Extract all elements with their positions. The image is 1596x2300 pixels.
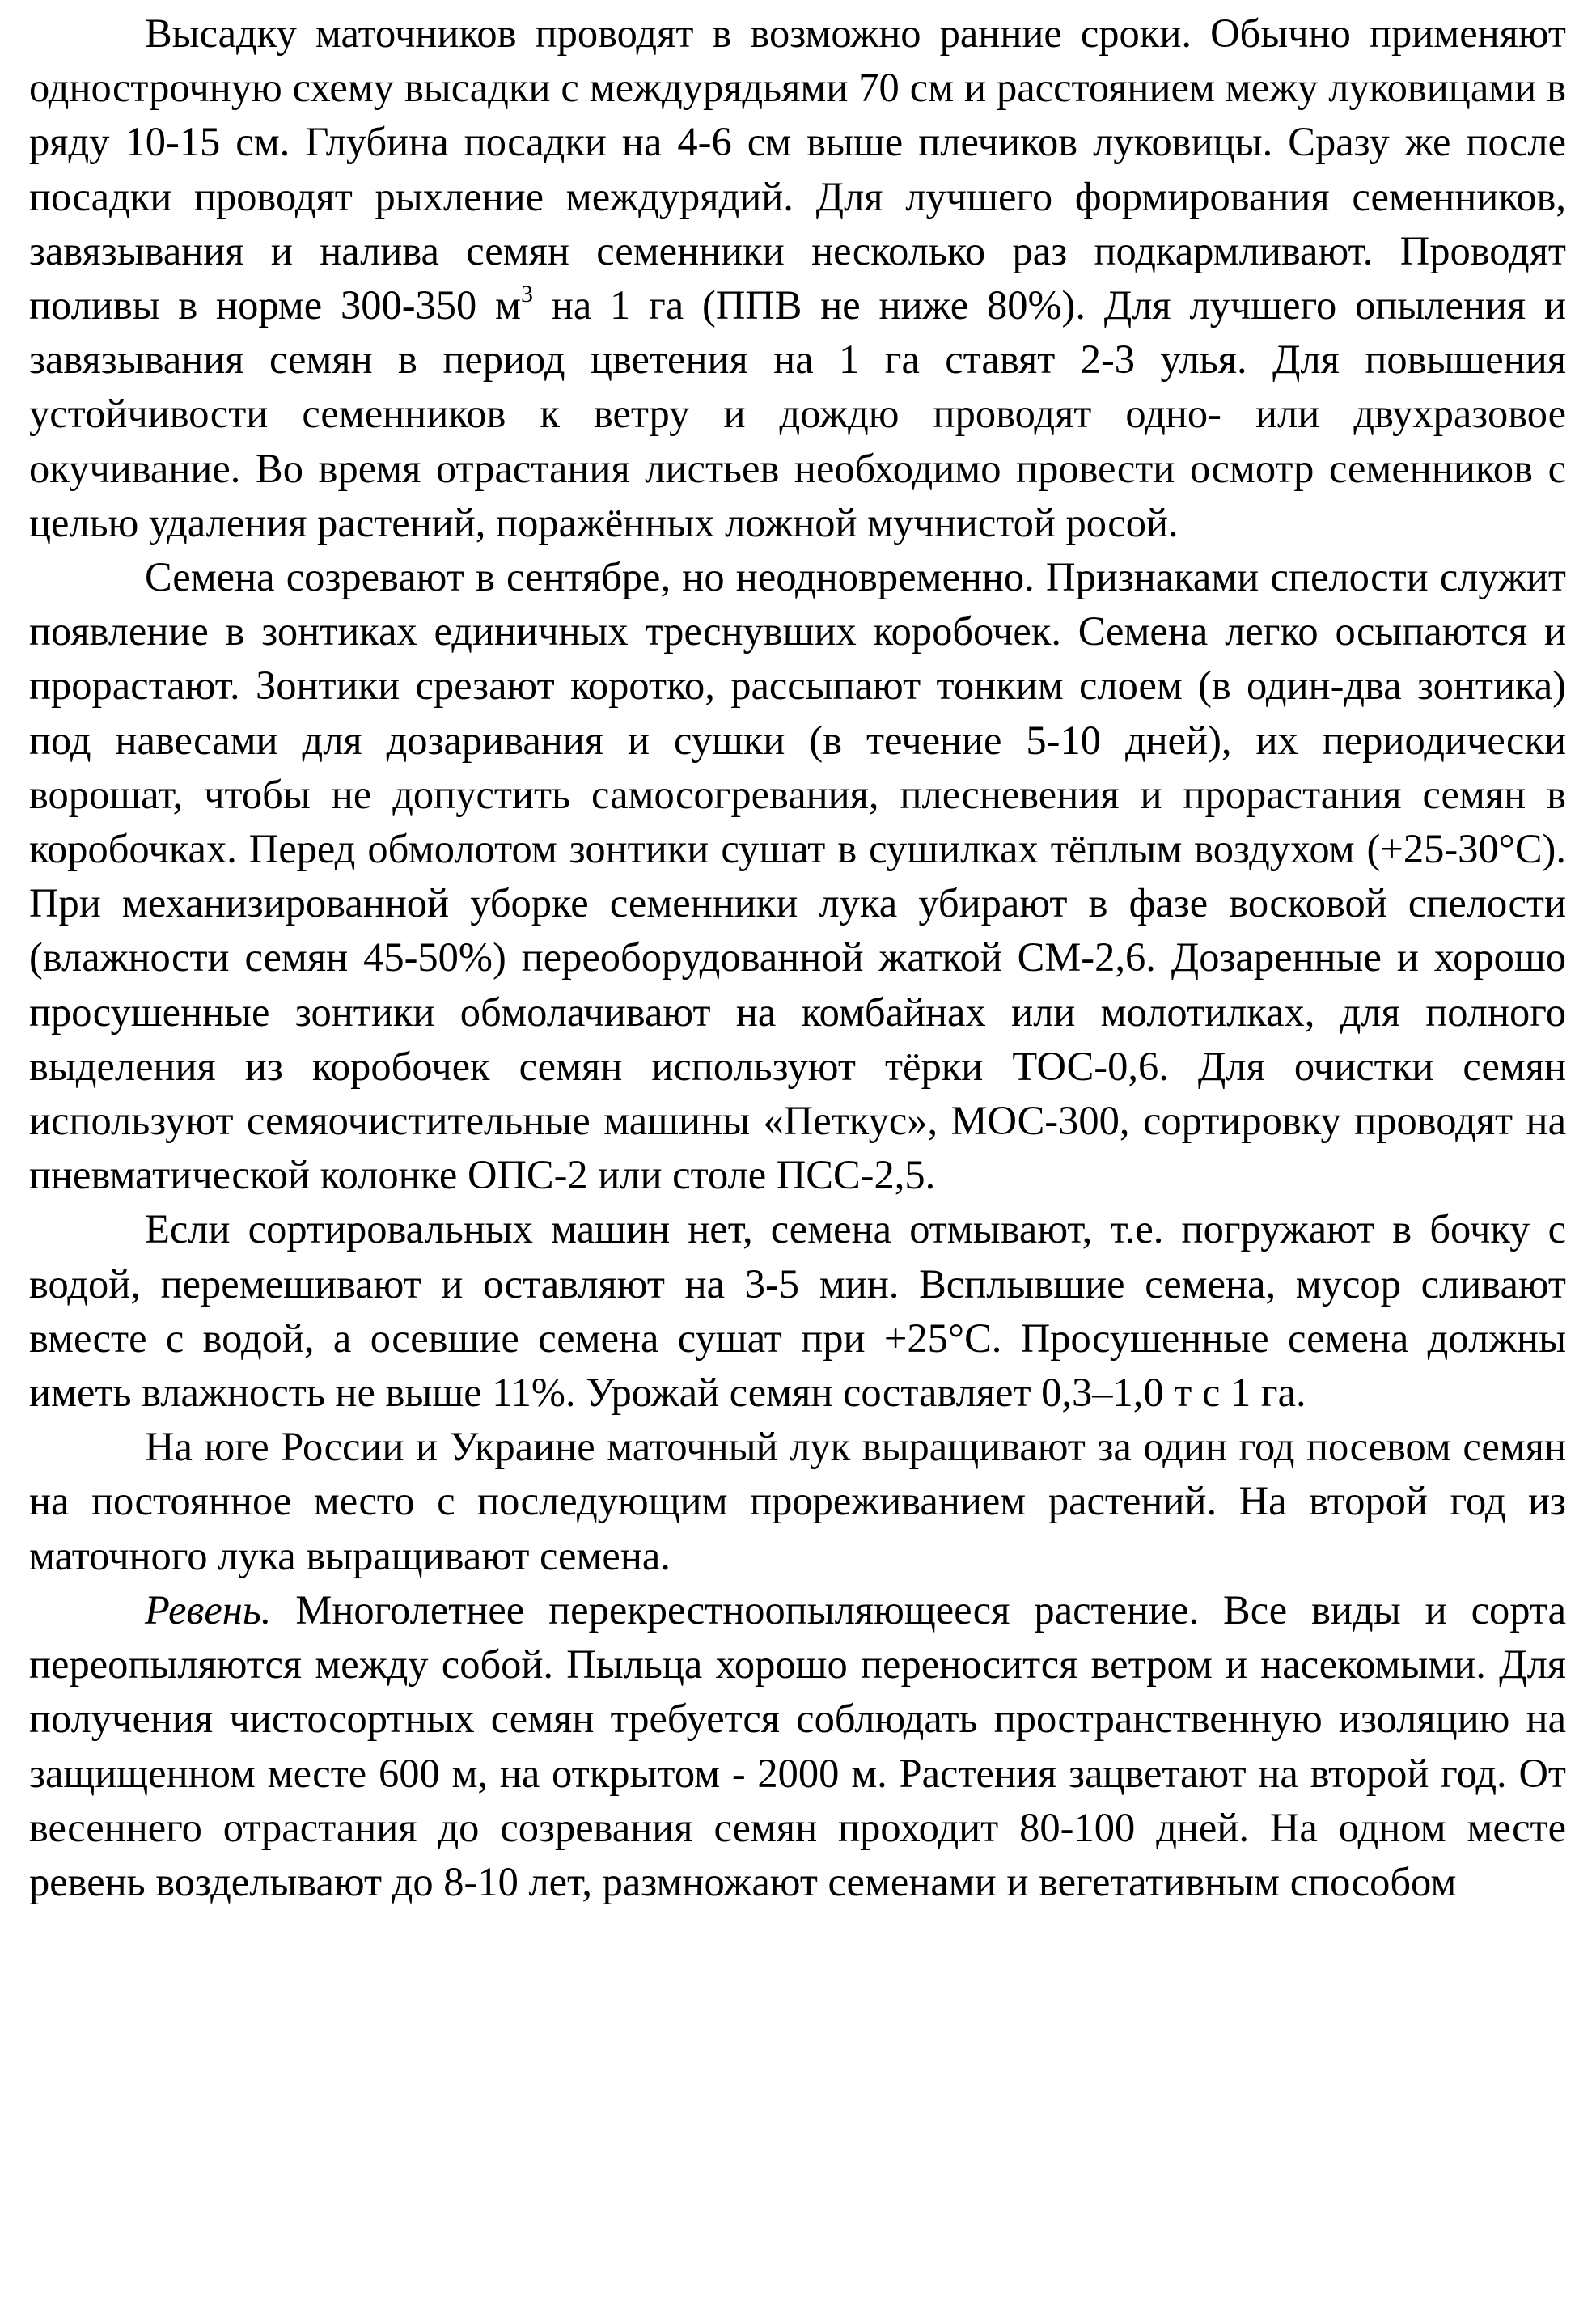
paragraph-text: Многолетнее перекрестноопыляющееся растение. Все виды и сорта переопыляются между собой. Пыльца хорошо переносится ветром и насекомыми. Для получения чистосортных семян требуется соблюдать пространственную изоляцию на защищенном месте 600 м, на открытом - 2000 м. Растения зацветают на второй год. От весеннего отрастания до созревания семян проходит 80-100 дней. На одном месте ревень возделывают до 8-10 лет, размножают семенами и вегетативным способом — [29, 1586, 1566, 1904]
document-page — [29, 0, 1566, 1909]
paragraph-seed-washing: Если сортировальных машин нет, семена отмывают, т.е. погружают в бочку с водой, перемешивают и оставляют на 3-5 мин. Всплывшие семена, мусор сливают вместе с водой, а осевшие семена сушат при +25°С. Просушенные семена должны иметь влажность не выше 11%. Урожай семян составляет 0,3–1,0 т с 1 га. — [29, 1206, 1566, 1416]
paragraph-south-russia: На юге России и Украине маточный лук выращивают за один год посевом семян на постоянное место с последующим прореживанием растений. На второй год из маточного лука выращивают семена. — [29, 1424, 1566, 1578]
paragraph-text: Высадку маточников проводят в возможно ранние сроки. Обычно применяют однострочную схему высадки с междурядьями 70 см и расстоянием межу луковицами в ряду 10-15 см. Глубина посадки на 4-6 см выше плечиков луковицы. Сразу же после посадки проводят рыхление междурядий. Для лучшего формирования семенников, завязывания и налива семян семенники несколько раз подкармливают. Проводят поливы в норме 300-350 м — [29, 11, 1566, 328]
paragraph-text: на 1 га (ППВ не ниже 80%). Для лучшего опыления и завязывания семян в период цветения на 1 га ставят 2-3 улья. Для повышения устойчивости семенников к ветру и дождю проводят одно- или двухразовое окучивание. Во время отрастания листьев необходимо провести осмотр семенников с целью удаления растений, поражённых ложной мучнистой росой. — [29, 282, 1566, 545]
paragraph-mother-bulb-planting — [29, 6, 1566, 550]
term-rhubarb: Ревень. — [145, 1586, 272, 1633]
paragraph-seed-ripening: Семена созревают в сентябре, но неодновременно. Признаками спелости служит появление в зонтиках единичных треснувших коробочек. Семена легко осыпаются и прорастают. Зонтики срезают коротко, рассыпают тонким слоем (в один-два зонтика) под навесами для дозаривания и сушки (в течение 5-10 дней), их периодически ворошат, чтобы не допустить самосогревания, плесневения и прорастания семян в коробочках. Перед обмолотом зонтики сушат в сушилках тёплым воздухом (+25-30°С). При механизированной уборке семенники лука убирают в фазе восковой спелости (влажности семян 45-50%) переоборудованной жаткой СМ-2,6. Дозаренные и хорошо просушенные зонтики обмолачивают на комбайнах или молотилках, для полного выделения из коробочек семян используют тёрки ТОС-0,6. Для очистки семян используют семяочистительные машины «Петкус», МОС-300, сортировку проводят на пневматической колонке ОПС-2 или столе ПСС-2,5. — [29, 554, 1566, 1198]
superscript-cubic: 3 — [521, 281, 534, 308]
paragraph-rhubarb — [29, 1583, 1566, 1909]
